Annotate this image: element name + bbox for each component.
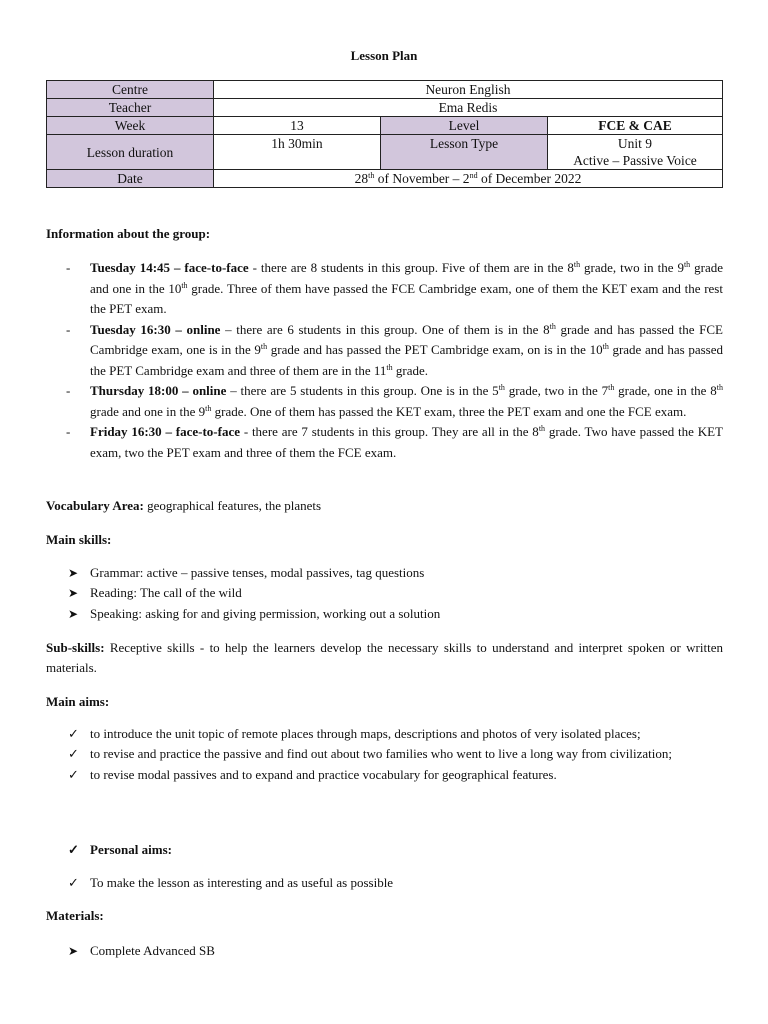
level-value: FCE & CAE [548, 117, 723, 135]
page-title: Lesson Plan [350, 48, 418, 63]
list-item: ➤ Complete Advanced SB [46, 941, 723, 961]
materials-heading: Materials: [46, 908, 104, 923]
table-row-week [47, 117, 723, 135]
list-item: - Tuesday 14:45 – face-to-face - there are 8 students in this group. Five of them are in the 8th grade, two in the 9th grade and one in the 10th grade. Three of them have passed the FCE Cambridge exam, one of them the KET exam and the rest the PET exam. [66, 260, 723, 316]
table-row-centre [47, 81, 723, 99]
teacher-value: Ema Redis [214, 99, 723, 117]
teacher-label: Teacher [47, 99, 214, 117]
arrow-bullet-icon: ➤ [68, 606, 79, 621]
personal-aims-heading: ✓ Personal aims: [68, 840, 172, 860]
list-item: ✓ to revise modal passives and to expand and practice vocabulary for geographical features. [46, 765, 723, 785]
arrow-bullet-icon: ➤ [68, 566, 79, 580]
main-skills-list [46, 563, 723, 624]
lesson-type-unit: Unit 9 [617, 136, 653, 151]
list-item: ➤ Reading: The call of the wild [46, 583, 723, 603]
sub-skills: Sub-skills: Receptive skills - to help the learners develop the necessary skills to understand and interpret spoken or written materials. [46, 640, 723, 675]
date-label: Date [47, 170, 214, 188]
table-row-teacher [47, 99, 723, 117]
list-item: ✓ To make the lesson as interesting and as useful as possible [46, 873, 723, 893]
arrow-bullet-icon: ➤ [68, 586, 79, 601]
main-aims-list [46, 724, 723, 785]
table-row-date [47, 170, 723, 188]
check-bullet-icon: ✓ [68, 842, 79, 857]
week-value: 13 [214, 117, 381, 135]
date-value: 28th of November – 2nd of December 2022 [214, 170, 723, 188]
list-item: - Thursday 18:00 – online – there are 5 students in this group. One is in the 5th grade, two in the 7th grade, one in the 8th grade and one in the 9th grade. One of them has passed the KET exam, three the PET exam and one the FCE exam. [66, 383, 723, 419]
lesson-type-value [548, 135, 723, 170]
duration-value: 1h 30min [214, 135, 381, 170]
materials-list [46, 941, 723, 961]
duration-label: Lesson duration [47, 135, 214, 170]
lesson-type-label: Lesson Type [381, 135, 548, 170]
check-bullet-icon: ✓ [68, 726, 79, 741]
check-bullet-icon: ✓ [68, 875, 79, 890]
check-bullet-icon: ✓ [68, 766, 79, 782]
list-item: - Friday 16:30 – face-to-face - there are 7 students in this group. They are all in the 8th grade. Two have passed the KET exam, two the PET exam and three of them the FCE exam. [66, 424, 724, 460]
arrow-bullet-icon: ➤ [68, 944, 79, 958]
check-bullet-icon: ✓ [68, 746, 79, 762]
list-item: - Tuesday 16:30 – online – there are 6 students in this group. One of them is in the 8th grade and has passed the FCE Cambridge exam, one is in the 9th grade and has passed the PET Cambridge exam, on is in the 10th grade and has passed the PET Cambridge exam and three of them are in the 11th grade. [66, 321, 723, 378]
main-skills-heading: Main skills: [46, 532, 112, 547]
group-list [46, 258, 723, 463]
table-row-duration [47, 135, 723, 170]
personal-aims-list [46, 873, 723, 893]
week-label: Week [47, 117, 214, 135]
centre-label: Centre [47, 81, 214, 99]
list-item: ✓ to introduce the unit topic of remote places through maps, descriptions and photos of very isolated places; [46, 724, 723, 744]
group-info-heading: Information about the group: [46, 226, 211, 241]
lesson-type-topic: Active – Passive Voice [573, 153, 697, 168]
centre-value: Neuron English [214, 81, 723, 99]
list-item: ➤ Speaking: asking for and giving permission, working out a solution [46, 604, 723, 624]
vocabulary-area: Vocabulary Area: geographical features, the planets [46, 498, 322, 513]
main-aims-heading: Main aims: [46, 694, 110, 709]
list-item: ➤ Grammar: active – passive tenses, modal passives, tag questions [46, 563, 723, 583]
lesson-info-table [46, 80, 723, 188]
list-item: ✓ to revise and practice the passive and find out about two families who went to live a long way from civilization; [46, 744, 723, 764]
level-label: Level [381, 117, 548, 135]
